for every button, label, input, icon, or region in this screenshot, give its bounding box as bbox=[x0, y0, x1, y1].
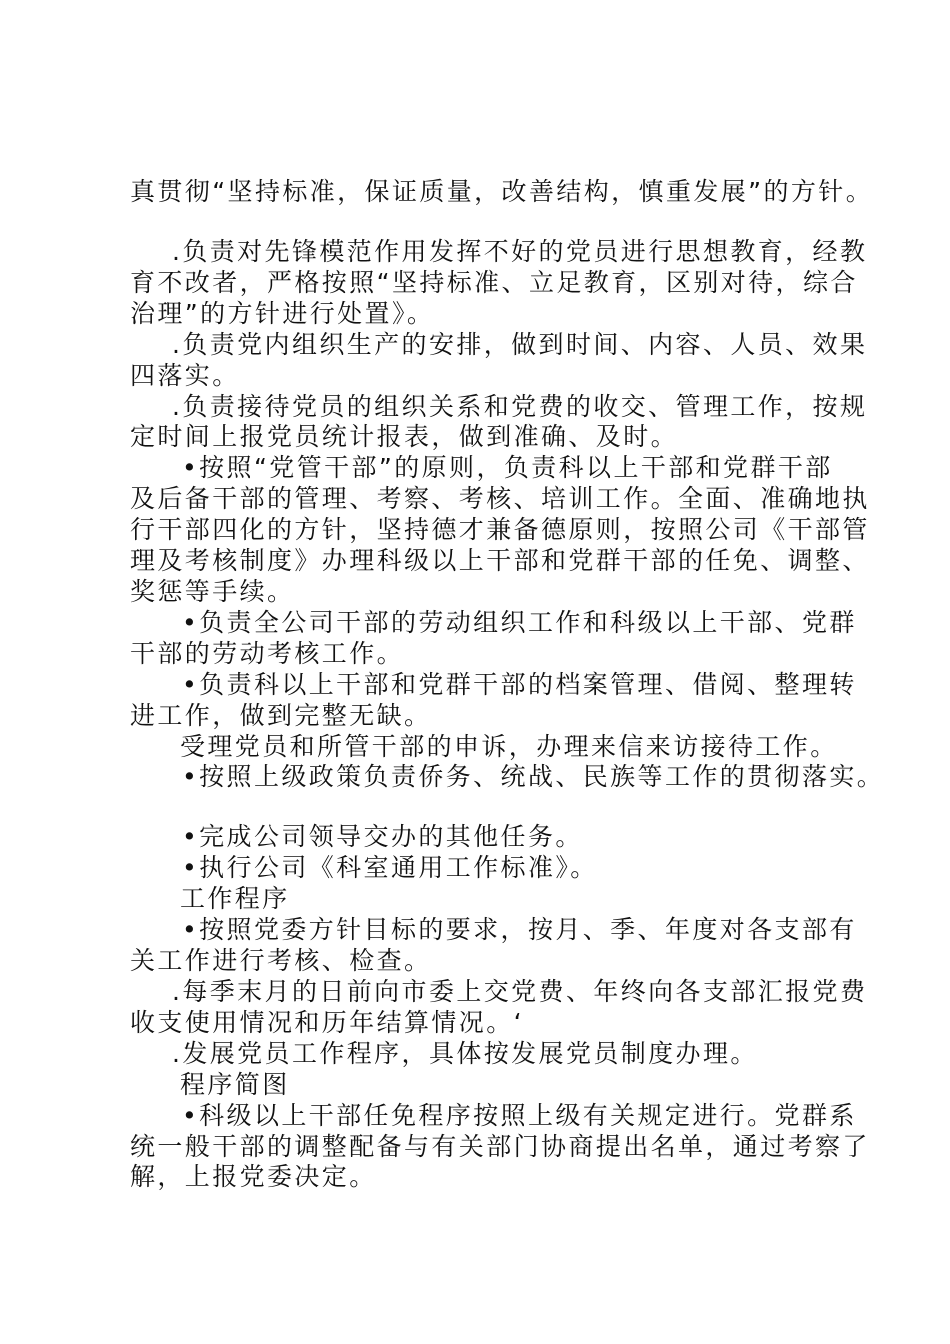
text-line: •执行公司《科室通用工作标准》。 bbox=[182, 853, 598, 882]
text-line: 定时间上报党员统计报表，做到准确、及时。 bbox=[130, 422, 679, 451]
text-line: •按照上级政策负责侨务、统战、民族等工作的贯彻落实。 bbox=[182, 762, 885, 791]
text-line: 进工作，做到完整无缺。 bbox=[130, 701, 432, 730]
text-line: •负责科以上干部和党群干部的档案管理、借阅、整理转 bbox=[182, 670, 857, 699]
text-line: 理及考核制度》办理科级以上干部和党群干部的任免、调整、 bbox=[130, 546, 870, 575]
text-line: 行干部四化的方针，坚持德才兼备德原则，按照公司《干部管 bbox=[130, 515, 870, 544]
text-line: 四落实。 bbox=[130, 361, 240, 390]
text-line: .负责对先锋模范作用发挥不好的党员进行思想教育，经教 bbox=[172, 237, 868, 266]
text-line: 干部的劳动考核工作。 bbox=[130, 639, 405, 668]
text-line: 解，上报党委决定。 bbox=[130, 1162, 377, 1191]
section-heading: 程序简图 bbox=[180, 1070, 290, 1099]
text-line: 收支使用情况和历年结算情况。‘ bbox=[130, 1008, 524, 1037]
text-line: 治理”的方针进行处置》。 bbox=[130, 299, 435, 328]
text-line: .每季末月的日前向市委上交党费、年终向各支部汇报党费 bbox=[172, 977, 868, 1006]
text-line: •负责全公司干部的劳动组织工作和科级以上干部、党群 bbox=[182, 608, 857, 637]
text-line: 育不改者，严格按照“坚持标准、立足教育，区别对待，综合 bbox=[130, 268, 858, 297]
text-line: .发展党员工作程序，具体按发展党员制度办理。 bbox=[172, 1039, 758, 1068]
text-line: •完成公司领导交办的其他任务。 bbox=[182, 822, 583, 851]
section-heading: 工作程序 bbox=[180, 884, 290, 913]
text-line: 受理党员和所管干部的申诉，办理来信来访接待工作。 bbox=[180, 732, 838, 761]
text-line: .负责接待党员的组织关系和党费的收交、管理工作，按规 bbox=[172, 392, 868, 421]
text-line: 奖惩等手续。 bbox=[130, 577, 295, 606]
text-line: •科级以上干部任免程序按照上级有关规定进行。党群系 bbox=[182, 1101, 857, 1130]
text-line: 关工作进行考核、检查。 bbox=[130, 946, 432, 975]
text-line: 真贯彻“坚持标准，保证质量，改善结构，慎重发展”的方针。 bbox=[130, 177, 874, 206]
text-line: 统一般干部的调整配备与有关部门协商提出名单，通过考察了 bbox=[130, 1132, 870, 1161]
text-line: •按照党委方针目标的要求，按月、季、年度对各支部有 bbox=[182, 915, 857, 944]
text-line: •按照“党管干部”的原则，负责科以上干部和党群干部 bbox=[182, 453, 833, 482]
text-line: .负责党内组织生产的安排，做到时间、内容、人员、效果 bbox=[172, 330, 868, 359]
text-line: 及后备干部的管理、考察、考核、培训工作。全面、准确地执 bbox=[130, 484, 870, 513]
